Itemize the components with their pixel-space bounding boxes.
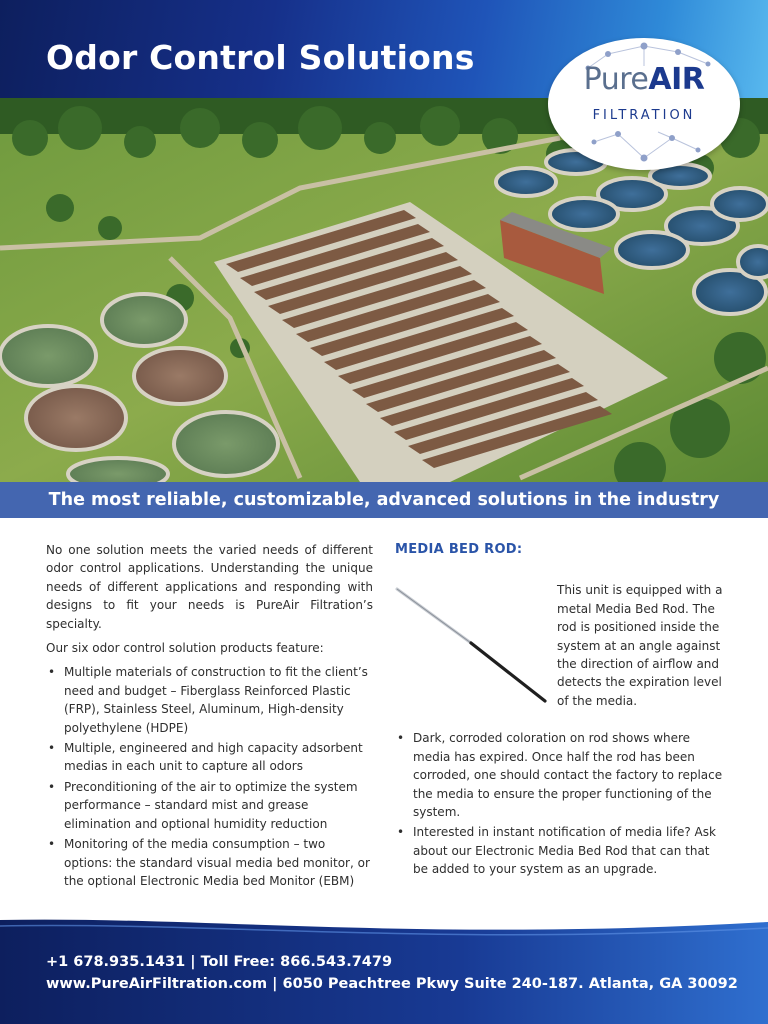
features-lead: Our six odor control solution products feature: — [46, 641, 324, 656]
list-item: • Preconditioning of the air to optimize the system performance – standard mist and grease elimination and optional humidity reduction — [46, 778, 373, 833]
logo-wordmark — [568, 62, 720, 97]
media-bed-rod-points — [395, 729, 725, 878]
logo-word-pure: Pure — [583, 62, 649, 97]
purair-logo — [548, 38, 740, 170]
intro-paragraph: No one solution meets the varied needs of different odor control applications. Understanding the unique needs of different applications and responding with designs to fit your needs is PureAir Filtration’s specialty. — [46, 543, 373, 631]
molecule-graphic — [548, 38, 740, 170]
list-item: • Dark, corroded coloration on rod shows where media has expired. Once half the rod has been corroded, one should contact the factory to replace the media to ensure the proper functioning of the system. — [395, 729, 725, 821]
footer-phone-line: +1 678.935.1431 | Toll Free: 866.543.7479 — [46, 954, 393, 970]
tagline-banner: The most reliable, customizable, advanced solutions in the industry — [0, 482, 768, 518]
footer-banner — [0, 912, 768, 1024]
page-title: Odor Control Solutions — [46, 38, 475, 77]
media-bed-rod-block — [395, 559, 725, 711]
logo-subtitle: FILTRATION — [592, 108, 696, 123]
list-item: • Interested in instant notification of media life? Ask about our Electronic Media Bed Rod that can that be added to your system as an upgrade. — [395, 823, 725, 878]
media-bed-rod-description: This unit is equipped with a metal Media Bed Rod. The rod is positioned inside the system at an angle against the direction of airflow and detects the expiration level of the media. — [557, 583, 723, 708]
footer-web-line: www.PureAirFiltration.com | 6050 Peachtree Pkwy Suite 240-187. Atlanta, GA 30092 — [46, 976, 738, 992]
list-item: • Multiple materials of construction to fit the client’s need and budget – Fiberglass Reinforced Plastic (FRP), Stainless Steel, Aluminum, High-density polyethylene (HDPE) — [46, 663, 373, 737]
media-bed-rod-image — [395, 585, 555, 709]
list-item: • Multiple, engineered and high capacity adsorbent medias in each unit to capture all odors — [46, 739, 373, 776]
list-item: • Monitoring of the media consumption – two options: the standard visual media bed monitor, or the optional Electronic Media bed Monitor (EBM) — [46, 835, 373, 890]
logo-word-air: AIR — [648, 62, 705, 97]
intro-column — [46, 541, 373, 892]
media-bed-rod-heading: MEDIA BED ROD: — [395, 542, 523, 557]
features-list — [46, 663, 373, 890]
media-bed-rod-column — [395, 541, 725, 881]
